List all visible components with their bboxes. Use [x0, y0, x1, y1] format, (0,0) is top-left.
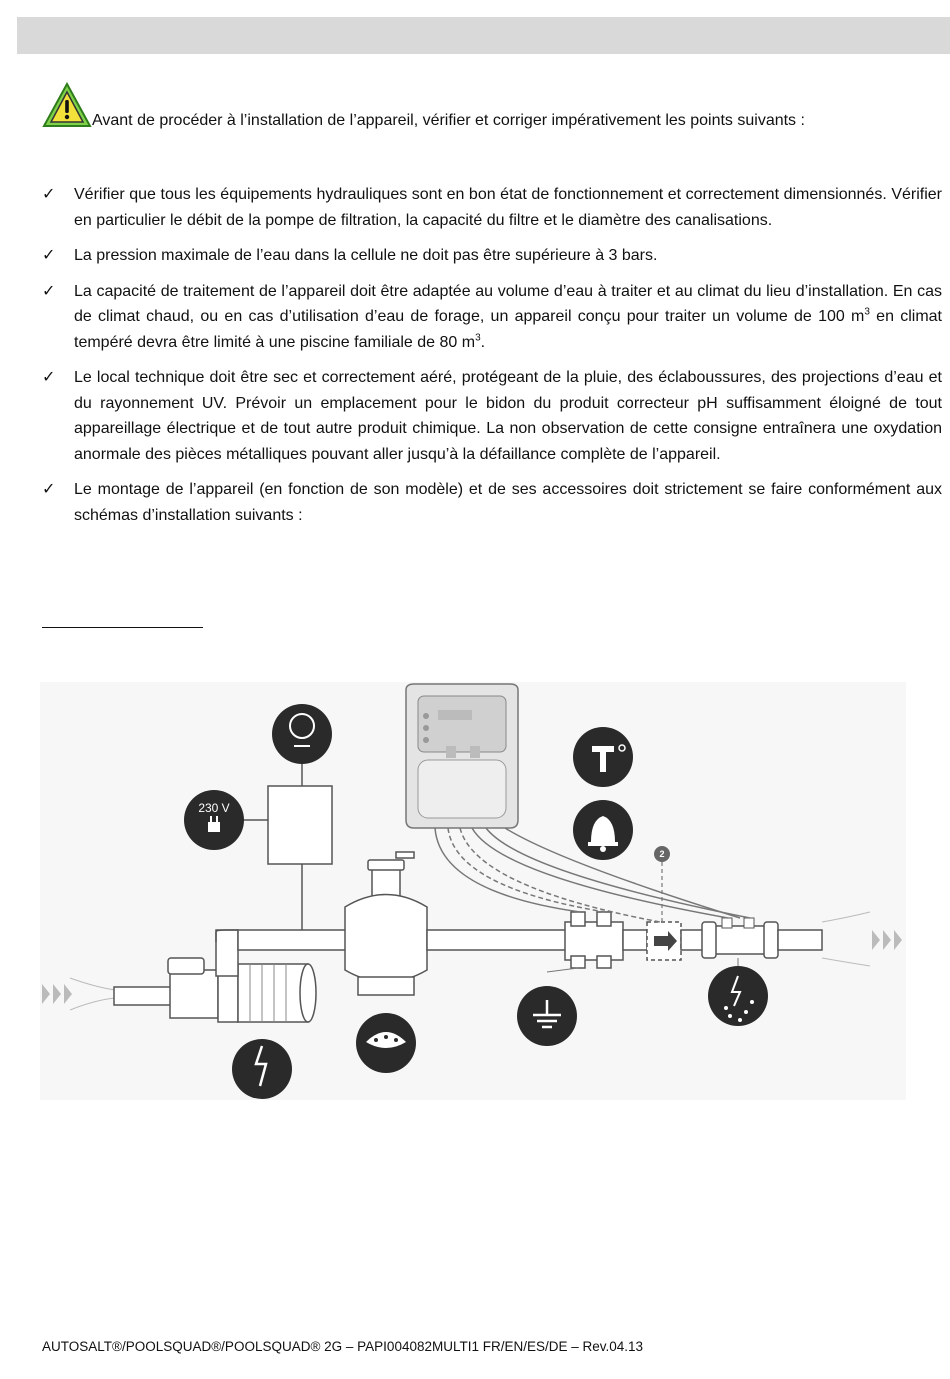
checklist-item [42, 279, 942, 356]
superscript: 3 [864, 306, 870, 318]
pump-motor-badge-icon [232, 1039, 292, 1099]
superscript: 3 [475, 332, 481, 344]
ground-earth-badge-icon [517, 986, 577, 1046]
control-box-icon [268, 786, 332, 864]
text-part: La capacité de traitement de l’appareil doit être adaptée au volume d’eau à traiter et au climat du lieu d’installation. En cas de climat chaud, ou en cas d’utilisation d’eau de forage, un appareil conçu pour traiter un volume de 100 m [74, 282, 942, 325]
checklist [42, 182, 942, 538]
checklist-item-text: La pression maximale de l’eau dans la cellule ne doit pas être supérieure à 3 bars. [74, 247, 658, 264]
checklist-item-text [74, 279, 942, 356]
filtration-media-badge-icon [356, 1013, 416, 1073]
intro-text: Avant de procéder à l’installation de l’appareil, vérifier et corriger impérativement les points suivants : [92, 112, 805, 129]
controller-unit-icon [406, 684, 518, 828]
checklist-item-text: Le local technique doit être sec et correctement aéré, protégeant de la pluie, des éclaboussures, des projections d’eau et du rayonnement UV. Prévoir un emplacement pour le bidon du produit correcteur pH suffisamment éloigné de tout appareillage électrique et de tout autre produit chimique. La non observation de cette consigne entraînera une oxydation anormale des pièces métalliques pouvant aller jusqu’à la défaillance complète de l’appareil. [74, 369, 942, 463]
check-icon: ✓ [42, 481, 56, 498]
power-plug-badge-icon [184, 790, 244, 850]
step-badge-label: 2 [659, 849, 665, 859]
check-icon: ✓ [42, 186, 56, 203]
checklist-item [42, 182, 942, 233]
header-bar [17, 17, 950, 54]
check-icon: ✓ [42, 282, 56, 300]
checklist-item-text: Vérifier que tous les équipements hydrauliques sont en bon état de fonctionnement et correctement dimensionnés. Vérifier en particulier le débit de la pompe de filtration, la capacité du filtre et le diamètre des canalisations. [74, 186, 942, 229]
step-badge-icon [654, 846, 670, 862]
pump-icon [168, 958, 316, 1022]
installation-diagram [40, 682, 906, 1100]
footer-text: AUTOSALT®/POOLSQUAD®/POOLSQUAD® 2G – PAPI004082MULTI1 FR/EN/ES/DE – Rev.04.13 [42, 1339, 644, 1354]
checklist-item [42, 365, 942, 467]
chlorine-production-badge-icon [708, 966, 768, 1026]
check-icon: ✓ [42, 247, 56, 264]
checklist-item [42, 243, 942, 269]
checklist-item-text: Le montage de l’appareil (en fonction de son modèle) et de ses accessoires doit strictement se faire conformément aux schémas d’installation suivants : [74, 481, 942, 524]
alarm-bell-badge-icon [573, 800, 633, 860]
intro-paragraph [42, 108, 942, 134]
check-icon: ✓ [42, 369, 56, 386]
text-part: en climat tempéré devra être limité à une piscine familiale de 80 m [74, 308, 943, 351]
section-underline [42, 627, 203, 628]
timer-badge-icon [272, 704, 332, 764]
flow-switch-icon [647, 922, 681, 960]
temperature-sensor-badge-icon [573, 727, 633, 787]
power-label: 230 V [198, 801, 230, 815]
text-part: . [480, 333, 486, 351]
checklist-item [42, 477, 942, 528]
